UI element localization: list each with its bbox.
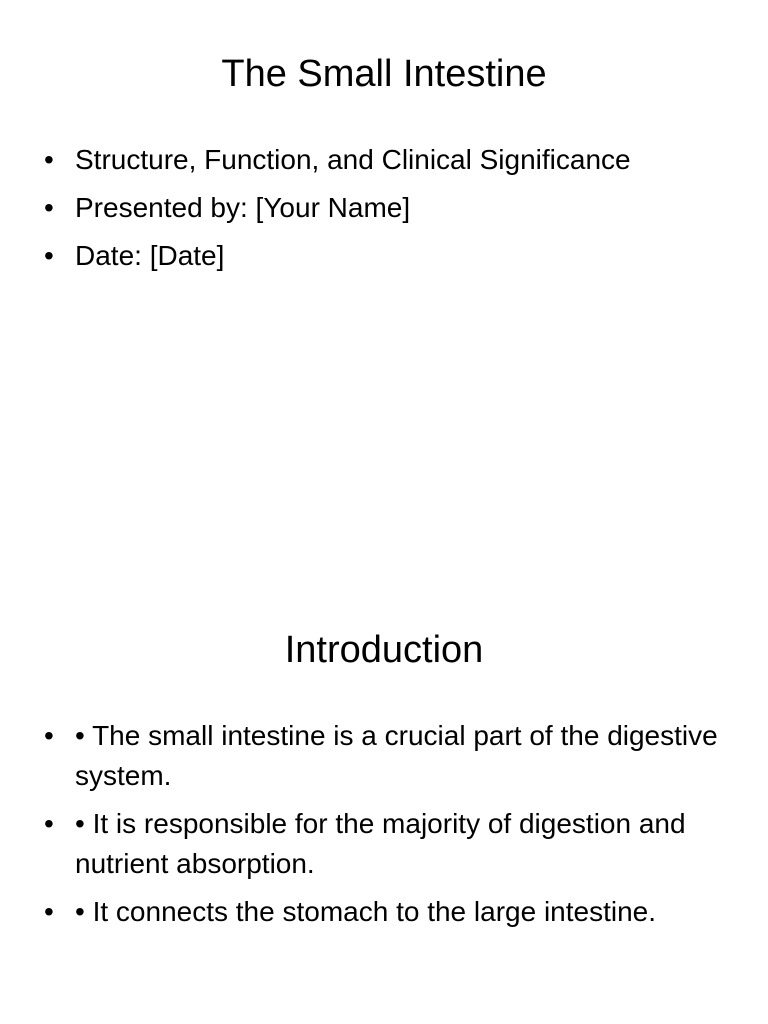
bullet-icon: • [44, 720, 54, 751]
list-item [44, 188, 734, 228]
slide-title: The Small Intestine [221, 53, 547, 95]
bullet-icon: • [44, 240, 54, 271]
list-item-text: • It is responsible for the majority of digestion and nutrient absorption. [75, 808, 686, 879]
list-item-text: Date: [Date] [75, 240, 225, 271]
list-item-text: Structure, Function, and Clinical Significance [75, 144, 631, 175]
bullet-list [44, 716, 734, 940]
bullet-icon: • [44, 192, 54, 223]
list-item-text: Presented by: [Your Name] [75, 192, 411, 223]
bullet-icon: • [44, 144, 54, 175]
list-item [44, 140, 734, 180]
bullet-icon: • [44, 808, 54, 839]
slide-introduction [0, 576, 768, 1024]
slide-title: Introduction [284, 629, 484, 671]
list-item [44, 892, 734, 932]
bullet-list [44, 140, 734, 284]
list-item-text: • The small intestine is a crucial part of the digestive system. [75, 720, 718, 791]
list-item [44, 716, 734, 796]
list-item [44, 236, 734, 276]
bullet-icon: • [44, 896, 54, 927]
list-item [44, 804, 734, 884]
list-item-text: • It connects the stomach to the large intestine. [75, 896, 657, 927]
